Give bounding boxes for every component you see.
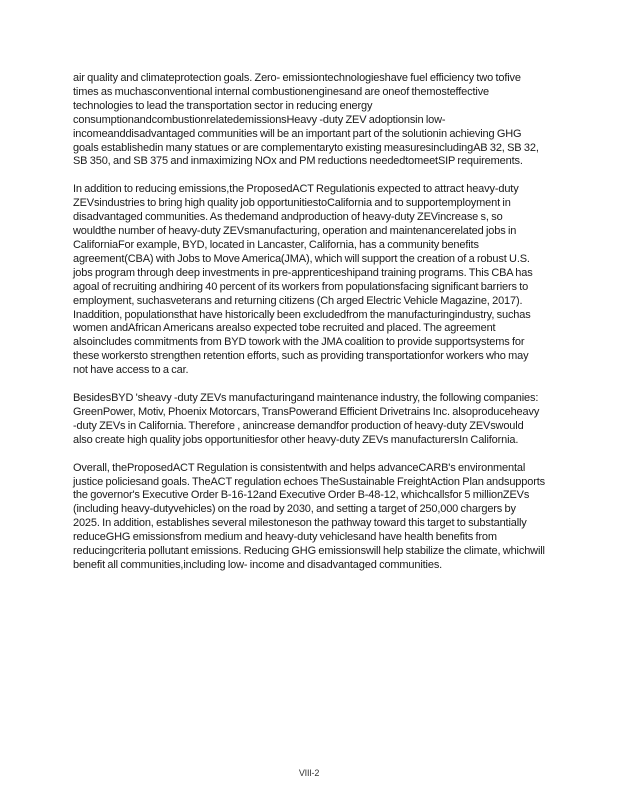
page-number: VIII-2: [298, 768, 320, 778]
paragraph-1: air quality and climateprotection goals. Zero- emissiontechnologieshave fuel efficiency two tofive times as muchasconventional internal combustionenginesand are oneof themosteffective technologies to lead the transportation sector in reducing energy consumptionandcombustionrelatedemissionsHeavy -duty ZEV adoptionsin low-incomeanddisadvantaged communities will be an important part of the solutionin achieving GHG goals establishedin many statues or are complementaryto existing measuresincludingAB 32, SB 32, SB 350, and SB 375 and inmaximizing NOx and PM reductions neededtomeetSIP requirements.: [73, 72, 539, 168]
paragraph-4: Overall, theProposedACT Regulation is consistentwith and helps advanceCARB's environmental justice policiesand goals. TheACT regulation echoes TheSustainable FreightAction Plan andsupports the governor's Executive Order B-16-12and Executive Order B-48-12, whichcallsfor 5 millionZEVs (including heavy-dutyvehicles) on the road by 2030, and setting a target of 250,000 chargers by 2025. In addition, establishes several milestoneson the pathway toward this target to substantially reduceGHG emissionsfrom medium and heavy-duty vehiclesand have health benefits from reducingcriteria pollutant emissions. Reducing GHG emissionswill help stabilize the climate, whichwill benefit all communities,including low- income and disadvantaged communities.: [73, 461, 545, 571]
paragraph-3: BesidesBYD 'sheavy -duty ZEVs manufacturingand maintenance industry, the following companies: GreenPower, Motiv, Phoenix Motorcars, TransPowerand Efficient Drivetrains Inc. alsoproduceheavy -duty ZEVs in California. Therefore , anincrease demandfor production of heavy-duty ZEVswould also create high quality jobs opportunitiesfor other heavy-duty ZEVs manufacturersIn California.: [73, 392, 540, 446]
paragraph-2: In addition to reducing emissions,the ProposedACT Regulationis expected to attract heavy-duty ZEVsindustries to bring high quality job opportunitiestoCalifornia and to supportemployment in disadvantaged communities. As thedemand andproduction of heavy-duty ZEVincrease s, so wouldthe number of heavy-duty ZEVsmanufacturing, operation and maintenancerelated jobs in CaliforniaFor example, BYD, located in Lancaster, California, has a community benefits agreement(CBA) with Jobs to Move America(JMA), which will support the creation of a robust U.S. jobs program through deep investments in pre-apprenticeshipand training programs. This CBA has agoal of recruiting andhiring 40 percent of its workers from populationsfacing significant barriers to employment, suchasveterans and returning citizens (Ch arged Electric Vehicle Magazine, 2017). Inaddition, populationsthat have historically been excludedfrom the manufacturingindustry, suchas women andAfrican Americans arealso expected tobe recruited and placed. The agreement alsoincludes commitments from BYD towork with the JMA coalition to provide supportsystems for these workersto strengthen retention efforts, such as providing transportationfor workers who may not have access to a car.: [73, 183, 533, 377]
body-text: [73, 72, 545, 587]
